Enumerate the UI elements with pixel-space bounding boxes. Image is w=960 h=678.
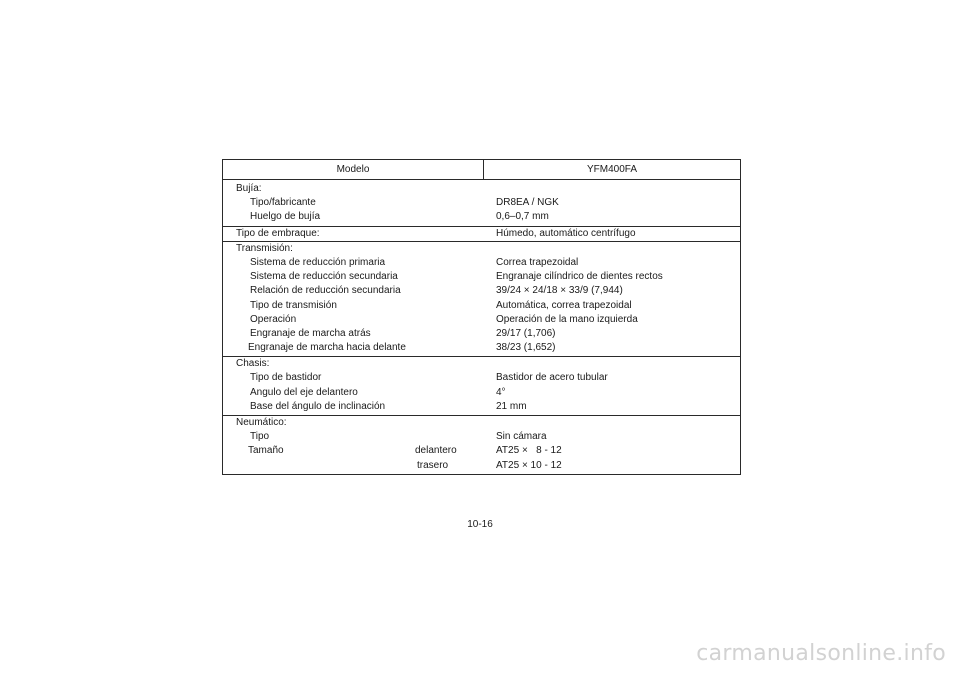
spec-label: Huelgo de bujía — [250, 211, 321, 223]
spec-row — [223, 210, 740, 224]
section-neumatico — [223, 416, 740, 474]
spec-value: 29/17 (1,706) — [496, 327, 556, 339]
spec-value: Sin cámara — [496, 431, 547, 443]
watermark: carmanualsonline.info — [696, 641, 946, 666]
spec-label: Tipo — [250, 431, 270, 443]
spec-row — [223, 256, 740, 270]
spec-value: 38/23 (1,652) — [496, 342, 556, 354]
section-title-row — [223, 416, 740, 430]
spec-label: Tipo de embraque: — [236, 227, 320, 239]
section-transmision — [223, 242, 740, 358]
spec-label: Tipo de bastidor — [250, 372, 322, 384]
spec-label: Relación de reducción secundaria — [250, 285, 401, 297]
spec-value: Correa trapezoidal — [496, 256, 579, 268]
spec-row — [223, 227, 740, 241]
spec-label: Engranaje de marcha atrás — [250, 327, 371, 339]
spec-label: Sistema de reducción primaria — [250, 256, 386, 268]
spec-table — [222, 159, 741, 475]
spec-label: Tamaño — [248, 445, 284, 457]
spec-row — [223, 459, 740, 473]
spec-row — [223, 196, 740, 210]
spec-row — [223, 386, 740, 400]
spec-value: 39/24 × 24/18 × 33/9 (7,944) — [496, 285, 623, 297]
spec-row — [223, 444, 740, 458]
section-title: Neumático: — [236, 417, 287, 428]
section-bujia — [223, 180, 740, 227]
spec-row — [223, 284, 740, 298]
section-title: Bujía: — [236, 183, 262, 194]
spec-value: DR8EA / NGK — [496, 197, 559, 209]
spec-row — [223, 299, 740, 313]
spec-value: 0,6–0,7 mm — [496, 211, 549, 223]
page-number: 10-16 — [467, 519, 493, 530]
tire-position-label: delantero — [415, 445, 457, 457]
spec-value: Automática, correa trapezoidal — [496, 299, 632, 311]
spec-label: Base del ángulo de inclinación — [250, 400, 386, 412]
spec-value: AT25 × 8 - 12 — [496, 445, 562, 457]
spec-row — [223, 313, 740, 327]
spec-label: Tipo/fabricante — [250, 197, 316, 209]
section-title-row — [223, 357, 740, 371]
spec-row — [223, 430, 740, 444]
tire-position-label: trasero — [417, 459, 449, 471]
spec-value: 21 mm — [496, 400, 527, 412]
spec-value: 4° — [496, 386, 506, 398]
spec-label: Operación — [250, 313, 297, 325]
spec-value: Bastidor de acero tubular — [496, 372, 608, 384]
section-title-row — [223, 242, 740, 256]
section-chasis — [223, 357, 740, 416]
spec-row — [223, 371, 740, 385]
spec-value: Operación de la mano izquierda — [496, 313, 638, 325]
spec-row — [223, 270, 740, 284]
spec-label: Sistema de reducción secundaria — [250, 271, 398, 283]
spec-label: Angulo del eje delantero — [250, 386, 358, 398]
section-embrague — [223, 227, 740, 242]
table-header — [223, 160, 740, 180]
section-title: Chasis: — [236, 358, 270, 370]
spec-value: AT25 × 10 - 12 — [496, 459, 562, 471]
spec-row — [223, 400, 740, 414]
model-value: YFM400FA — [586, 164, 638, 175]
section-title: Transmisión: — [236, 242, 293, 254]
section-title-row — [223, 182, 740, 196]
model-label: Modelo — [223, 160, 484, 179]
spec-value: Engranaje cilíndrico de dientes rectos — [496, 271, 663, 283]
spec-row — [223, 327, 740, 341]
spec-label: Tipo de transmisión — [250, 299, 337, 311]
spec-row — [223, 341, 740, 355]
spec-label: Engranaje de marcha hacia delante — [248, 342, 406, 354]
spec-value: Húmedo, automático centrífugo — [496, 227, 636, 239]
